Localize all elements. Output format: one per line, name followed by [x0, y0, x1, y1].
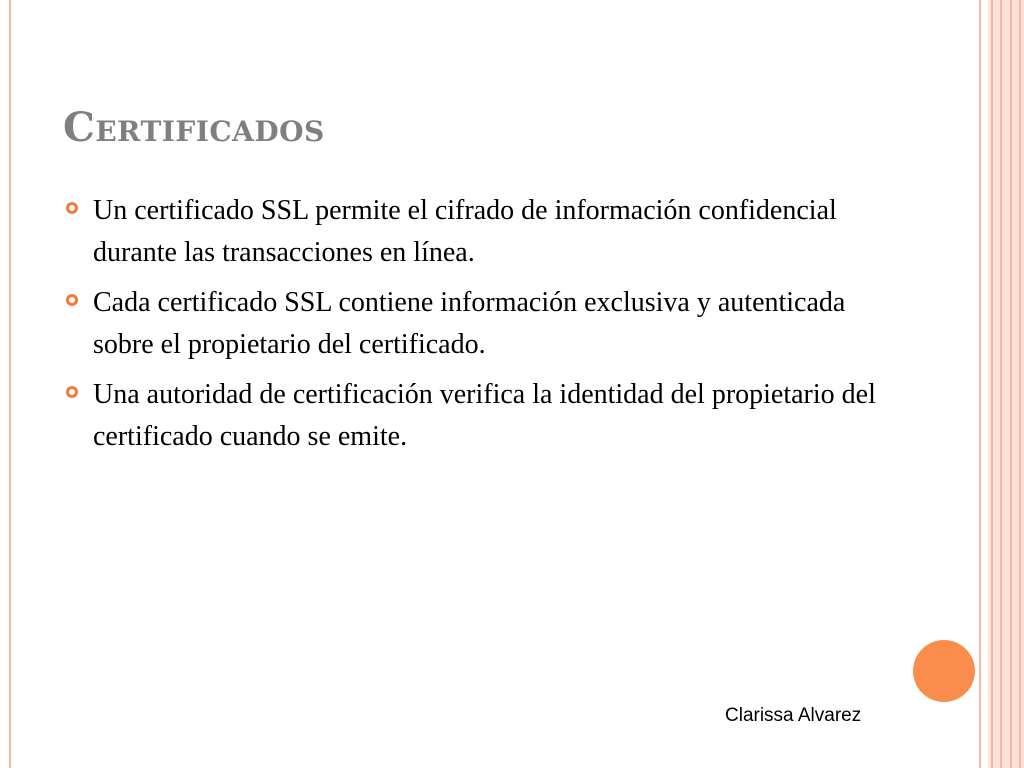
bullet-item	[63, 374, 893, 458]
bullet-list	[63, 190, 893, 466]
bullet-item	[63, 282, 893, 366]
circle-bullet-icon	[66, 202, 78, 214]
left-frame-line	[9, 0, 11, 768]
circle-bullet-icon	[66, 294, 78, 306]
bullet-text: Una autoridad de certificación verifica la identidad del propietario del certificado cuando se emite.	[93, 379, 876, 452]
band-stripe	[1019, 0, 1021, 768]
circle-bullet-icon	[66, 386, 78, 398]
band-stripe	[1010, 0, 1012, 768]
slide-title: Certificados	[63, 104, 325, 151]
decorative-orange-circle	[913, 640, 975, 702]
bullet-text: Un certificado SSL permite el cifrado de información confidencial durante las transacciones en línea.	[93, 195, 837, 268]
bullet-text: Cada certificado SSL contiene información exclusiva y autenticada sobre el propietario del certificado.	[93, 287, 846, 360]
footer-author: Clarissa Alvarez	[725, 705, 862, 726]
bullet-item	[63, 190, 893, 274]
band-stripe	[1000, 0, 1002, 768]
right-frame-line	[979, 0, 981, 768]
band-stripe	[991, 0, 993, 768]
